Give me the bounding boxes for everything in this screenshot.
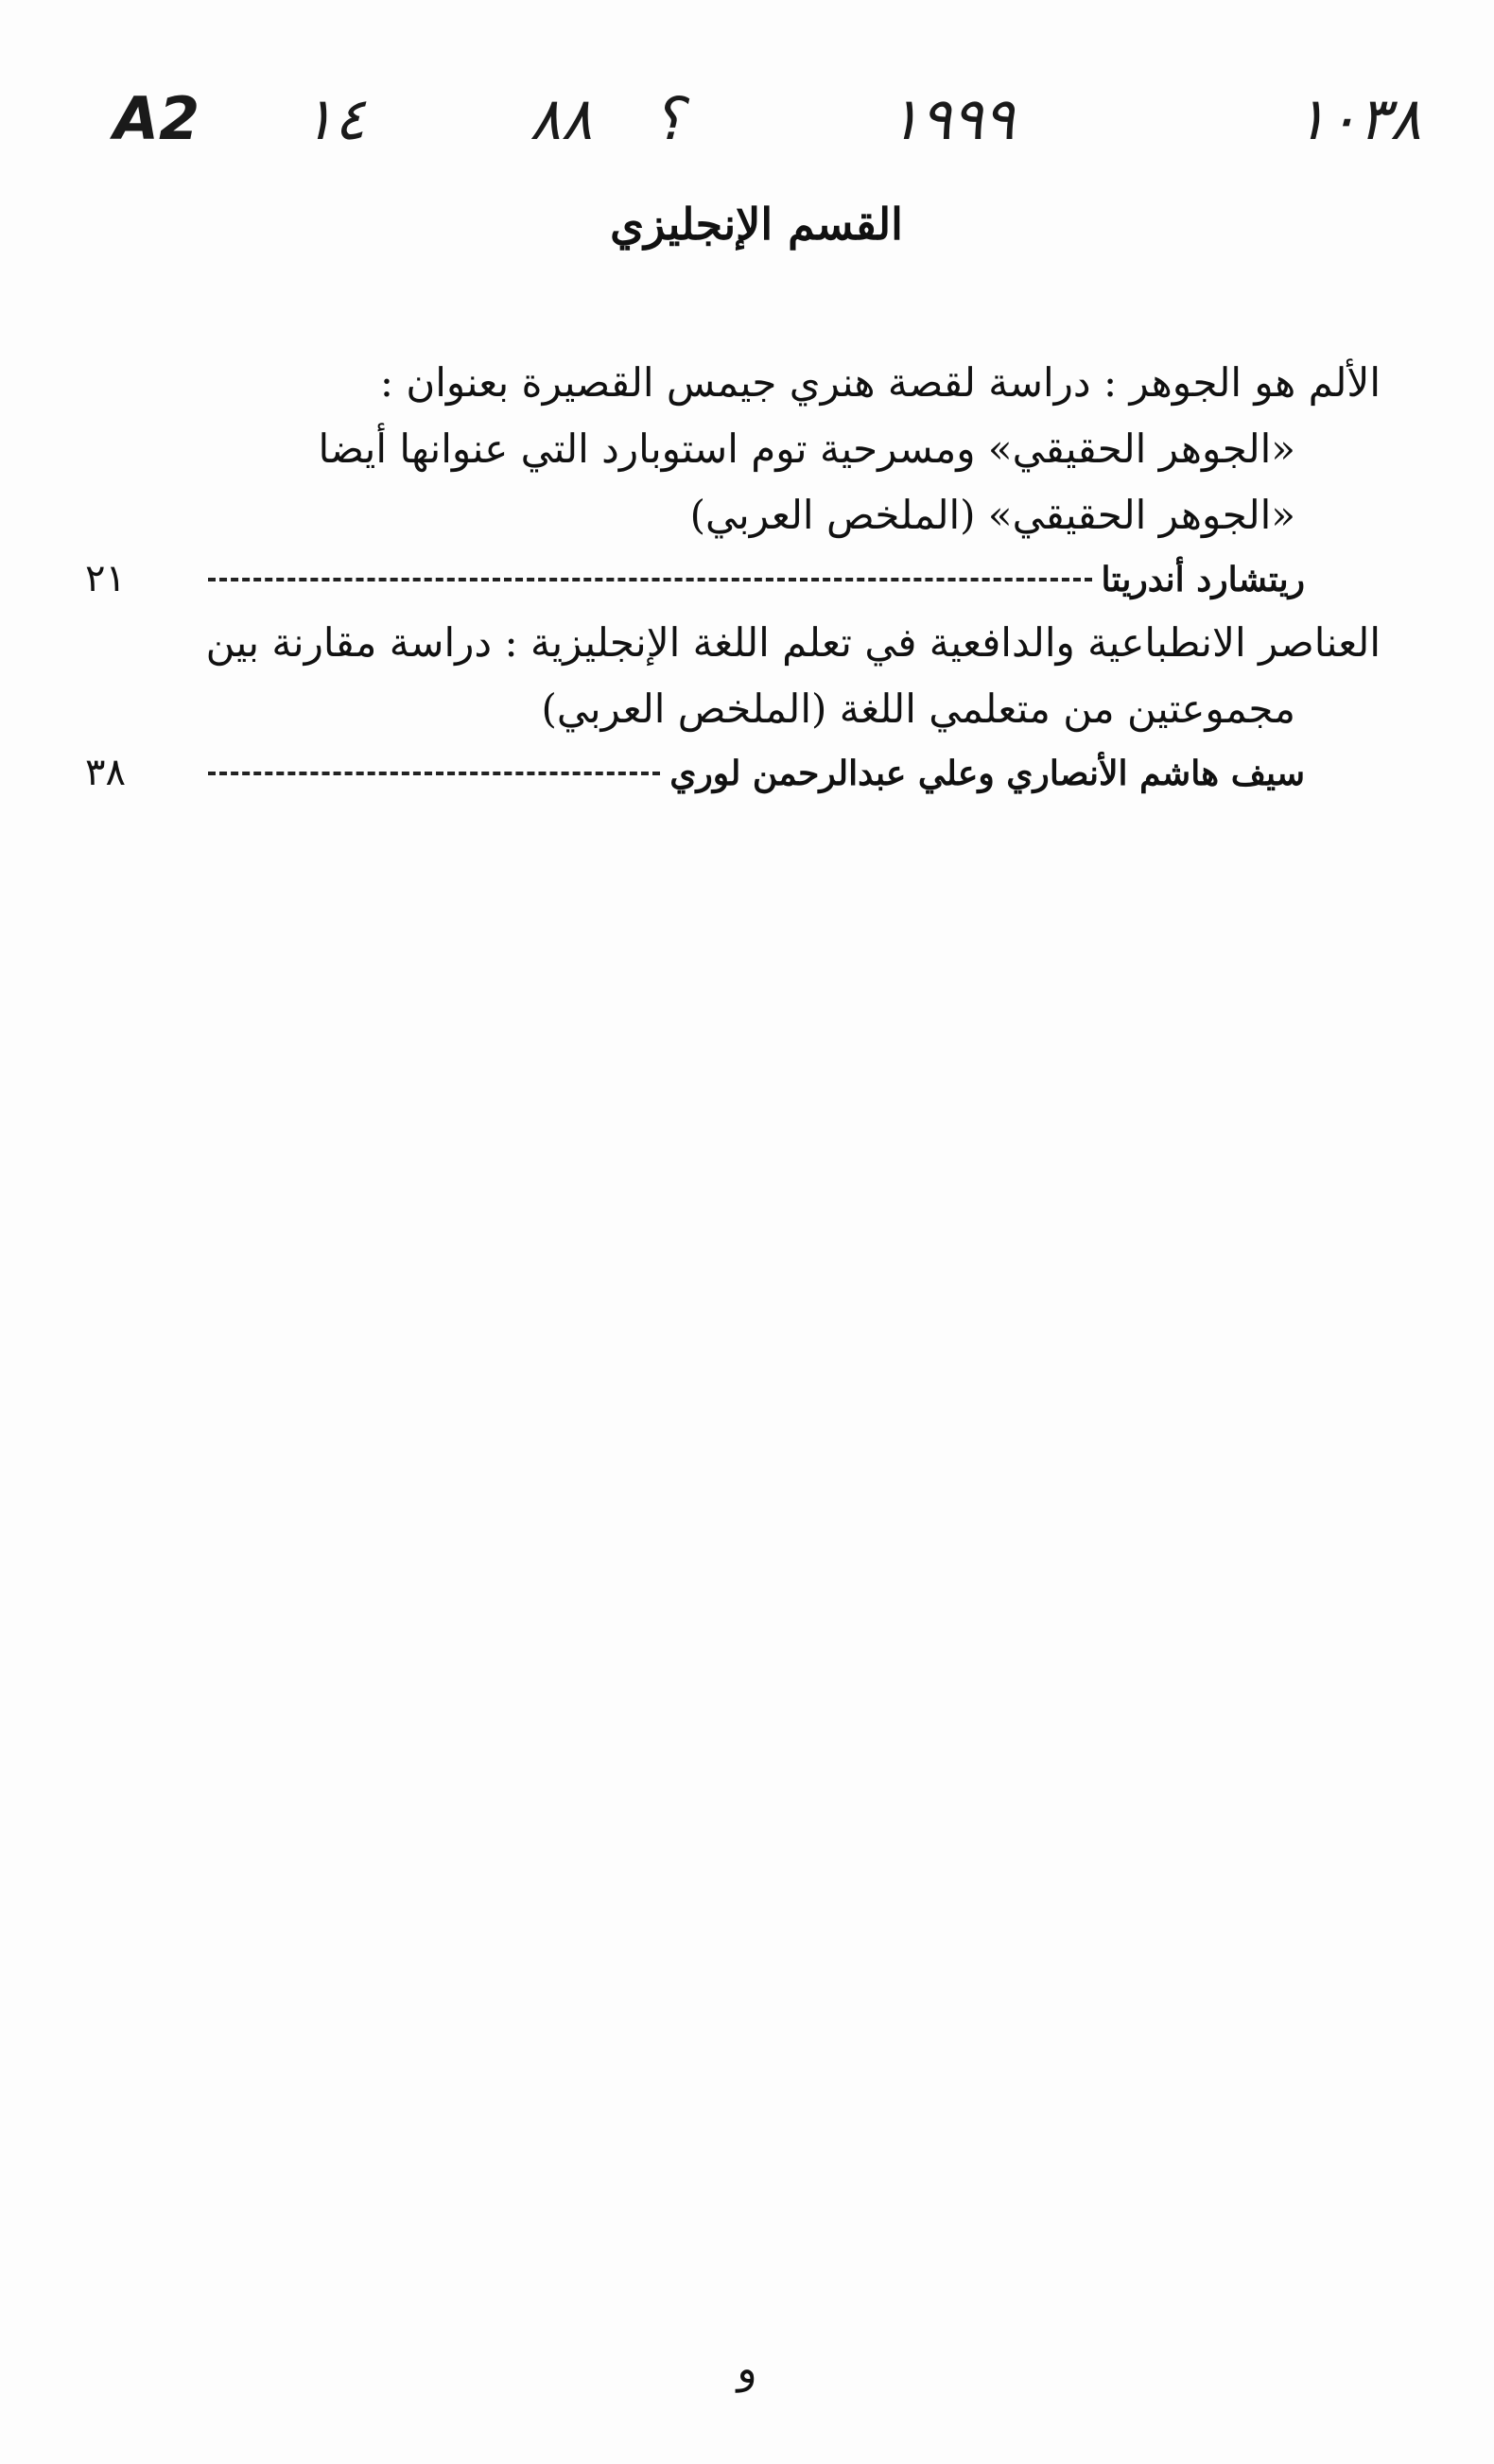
dot-leader	[208, 578, 1092, 581]
entry-title-line: «الجوهر الحقيقي» ومسرحية توم استوبارد التي عنوانها أيضا	[318, 425, 1295, 472]
dot-leader	[208, 772, 660, 775]
entry-title-line: الألم هو الجوهر : دراسة لقصة هنري جيمس القصيرة بعنوان :	[379, 359, 1381, 406]
entry-author: سيف هاشم الأنصاري وعلي عبدالرحمن لوري	[669, 754, 1305, 793]
entry-page-number: ٢١	[85, 557, 126, 600]
handwritten-mark-5: ١٩٩٩	[889, 84, 1016, 153]
section-title: القسم الإنجليزي	[610, 199, 903, 250]
entry-title-line: «الجوهر الحقيقي» (الملخص العربي)	[689, 492, 1295, 538]
handwritten-mark-1: A2	[113, 84, 200, 153]
toc-entry	[85, 610, 1381, 804]
entry-author: ريتشارد أندريتا	[1101, 560, 1305, 599]
handwritten-mark-2: ١٤	[303, 84, 366, 153]
entry-author-row	[85, 742, 1381, 804]
handwritten-mark-6: ١٠٣٨	[1295, 84, 1422, 153]
table-of-contents	[85, 350, 1381, 804]
entry-author-row	[85, 548, 1381, 610]
entry-title-line: مجموعتين من متعلمي اللغة (الملخص العربي)	[541, 685, 1295, 732]
entry-page-number: ٣٨	[85, 751, 126, 794]
entry-title-line: العناصر الانطباعية والدافعية في تعلم اللغة الإنجليزية : دراسة مقارنة بين	[205, 619, 1381, 666]
toc-entry	[85, 350, 1381, 610]
handwritten-mark-3: ٨٨	[530, 84, 593, 153]
handwritten-mark-4: ؟	[652, 84, 684, 153]
page-folio: و	[737, 2345, 757, 2393]
